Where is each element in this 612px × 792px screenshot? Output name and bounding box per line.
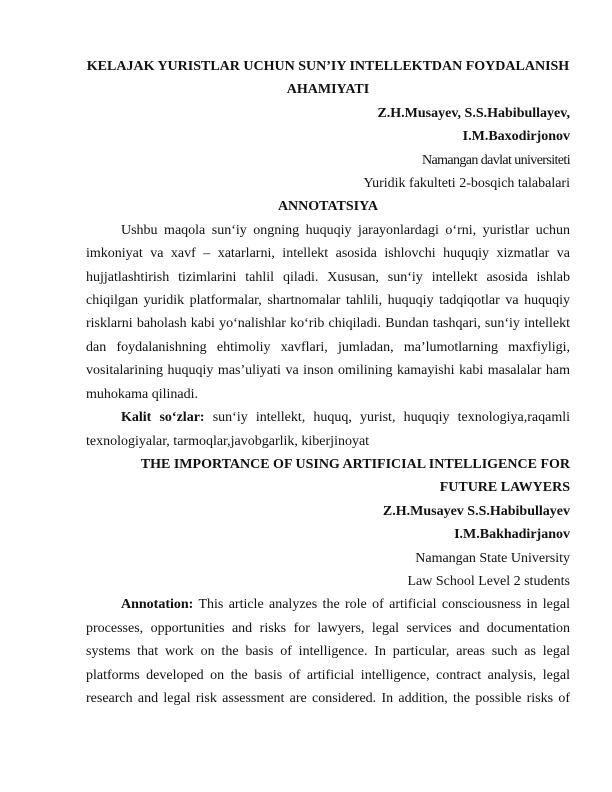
uz-authors-line1: Z.H.Musayev, S.S.Habibullayev, [377, 105, 570, 121]
uz-keywords [86, 406, 570, 453]
en-title-line1: THE IMPORTANCE OF USING ARTIFICIAL INTELLIGENCE FOR [140, 456, 570, 472]
uz-affiliation-university: Namangan davlat universiteti [421, 152, 570, 168]
uz-abstract-heading: ANNOTATSIYA [277, 199, 379, 215]
document-page [86, 55, 570, 710]
en-annotation-text: This article analyzes the role of artificial consciousness in legal processes, opportunities and risks for lawyers, legal services and documentation systems that work on the basis of intelligence. In particular, areas such as legal platforms developed on the basis of artificial intelligence, contract analysis, legal research and legal risk assessment are considered. In addition, the possible risks of [86, 597, 570, 706]
uz-abstract-text: Ushbu maqola sun‘iy ongning huquqiy jarayonlardagi o‘rni, yuristlar uchun imkoniyat va xavf – xatarlarni, intellekt asosida ishlovchi huquqiy xizmatlar va hujjatlashtirish tizimlarini tahlil qiladi. Xususan, sun‘iy intellekt asosida ishlab chiqilgan yuridik platformalar, shartnomalar tahlili, huquqiy tadqiqotlar va huquqiy risklarni baholash kabi yo‘nalishlar ko‘rib chiqiladi. Bundan tashqari, sun‘iy intellekt dan foydalanishning ehtimoliy xavflari, jumladan, ma’lumotlarning maxfiyligi, vositalarining huquqiy mas’uliyati va inson omilining kamayishi kabi masalalar ham muhokama qilinadi. [86, 222, 570, 402]
uz-affiliation-faculty: Yuridik fakulteti 2-bosqich talabalari [363, 176, 570, 192]
uz-authors-line2: I.M.Baxodirjonov [462, 129, 570, 145]
en-annotation-label: Annotation: [121, 597, 194, 613]
en-title-line2: FUTURE LAWYERS [439, 480, 570, 496]
en-authors-line1: Z.H.Musayev S.S.Habibullayev [382, 503, 570, 519]
en-annotation [86, 593, 570, 710]
uz-keywords-label: Kalit so‘zlar: [121, 410, 205, 426]
uz-title-line2: AHAMIYATI [286, 82, 370, 98]
en-affiliation-university: Namangan State University [415, 550, 570, 566]
uz-keywords-text: sun‘iy intellekt, huquq, yurist, huquqiy texnologiya,raqamli texnologiyalar, tarmoqlar,javobgarlik, kiberjinoyat [86, 410, 570, 449]
en-authors-line2: I.M.Bakhadirjanov [454, 527, 570, 543]
en-affiliation-faculty: Law School Level 2 students [407, 573, 570, 589]
uz-title-line1: KELAJAK YURISTLAR UCHUN SUN’IY INTELLEKTDAN FOYDALANISH [86, 59, 570, 74]
